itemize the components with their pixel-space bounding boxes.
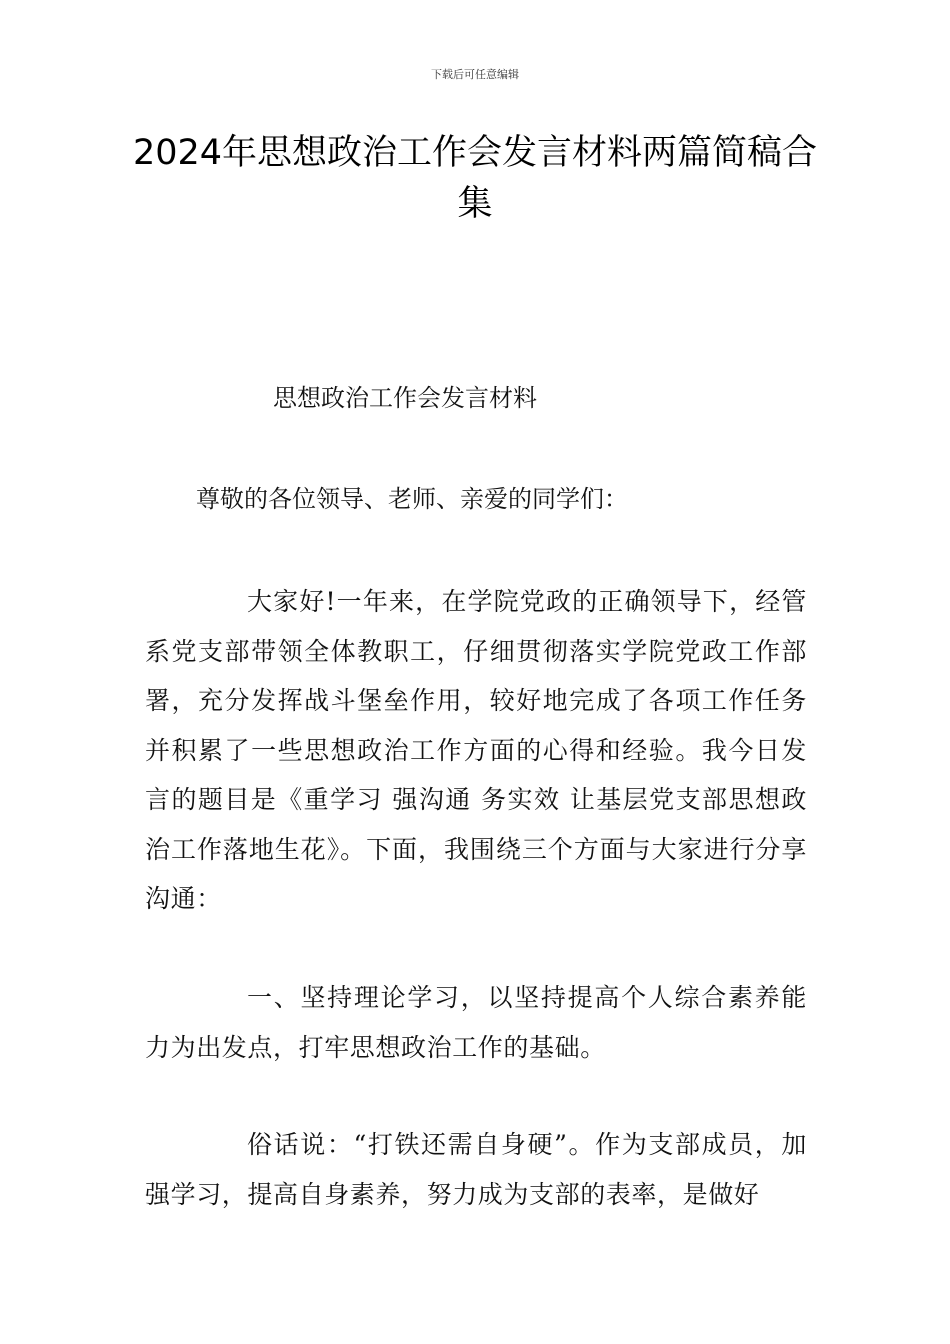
body-paragraph-2: 一、坚持理论学习，以坚持提高个人综合素养能力为出发点，打牢思想政治工作的基础。 <box>145 983 807 1062</box>
salutation: 尊敬的各位领导、老师、亲爱的同学们： <box>196 485 628 513</box>
body-paragraph-1: 大家好!一年来，在学院党政的正确领导下，经管系党支部带领全体教职工，仔细贯彻落实学院党政工作部署，充分发挥战斗堡垒作用，较好地完成了各项工作任务并积累了一些思想政治工作方面的心得和经验。我今日发言的题目是《重学习 强沟通 务实效 让基层党支部思想政治工作落地生花》。下面，我围绕三个方面与大家进行分享沟通： <box>145 587 807 913</box>
document-title: 2024年思想政治工作会发言材料两篇简稿合集 <box>132 133 818 224</box>
header-note: 下载后可任意编辑 <box>431 68 519 81</box>
section-title: 思想政治工作会发言材料 <box>273 384 537 412</box>
body-paragraph-3: 俗话说：“打铁还需自身硬”。作为支部成员，加强学习，提高自身素养，努力成为支部的表率，是做好 <box>145 1130 807 1209</box>
